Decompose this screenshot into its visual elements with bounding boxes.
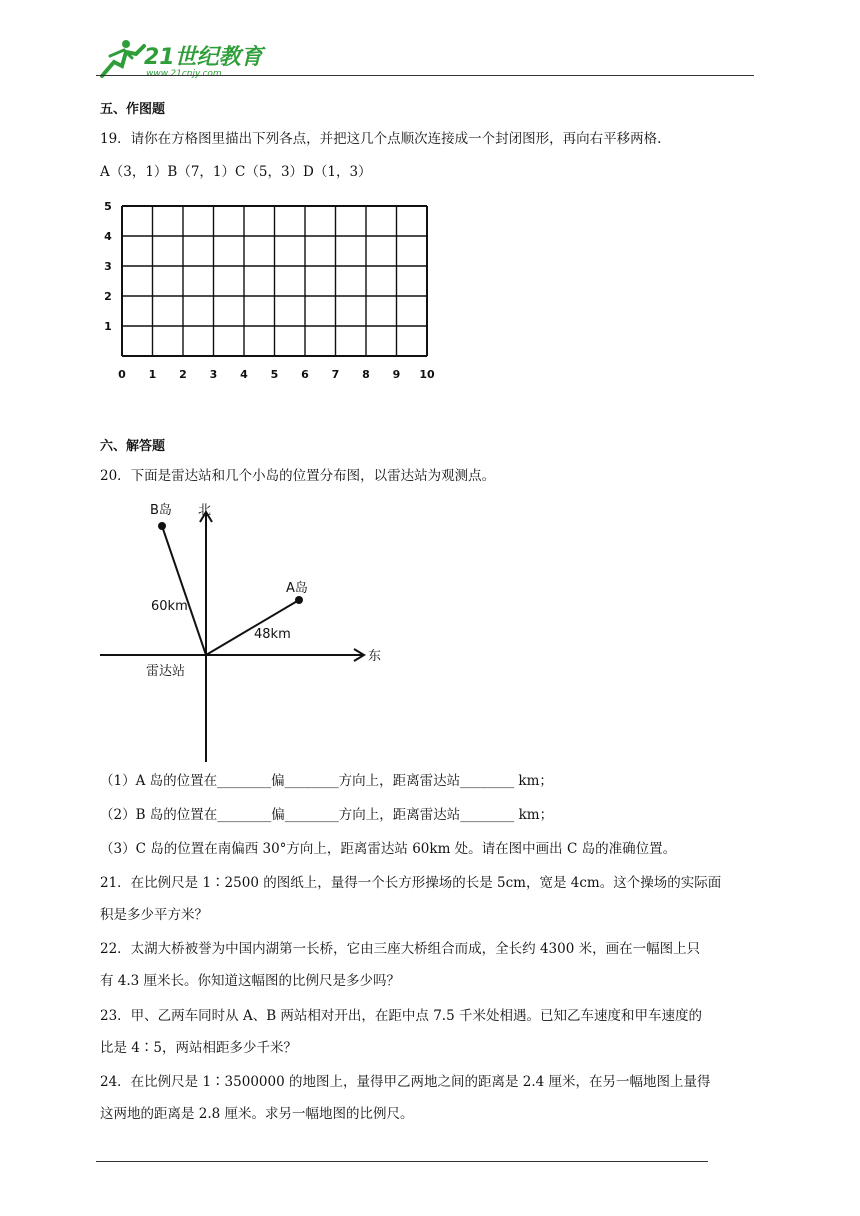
island-b-dot xyxy=(158,522,166,530)
grid-y-tick-label: 3 xyxy=(104,260,112,273)
grid-x-tick-label: 5 xyxy=(270,368,279,381)
east-label: 东 xyxy=(368,649,382,664)
line-to-island-b xyxy=(162,526,206,655)
section-title: 五、作图题 xyxy=(100,102,166,117)
island-a-label: A岛 xyxy=(286,581,308,596)
coordinate-grid xyxy=(96,196,446,386)
grid-y-tick-label: 2 xyxy=(104,290,112,303)
question-19-points: A（3，1）B（7，1）C（5，3）D（1，3） xyxy=(100,164,372,180)
grid-x-tick-label: 1 xyxy=(148,368,157,381)
radar-diagram xyxy=(96,496,396,766)
question-20-sub1: （1）A 岛的位置在________偏________方向上，距离雷达站________ km； xyxy=(100,773,553,789)
question-20-sub3: （3）C 岛的位置在南偏西 30°方向上，距离雷达站 60km 处。请在图中画出 C 岛的准确位置。 xyxy=(100,841,677,857)
radar-station-label: 雷达站 xyxy=(146,664,186,679)
question-23-line2: 比是 4∶5，两站相距多少千米？ xyxy=(100,1040,297,1056)
question-22-line2: 有 4.3 厘米长。你知道这幅图的比例尺是多少吗？ xyxy=(100,973,401,989)
grid-x-tick-label: 4 xyxy=(240,368,248,381)
grid-x-tick-label: 9 xyxy=(392,368,401,381)
north-label: 北 xyxy=(198,503,212,518)
distance-a-label: 48km xyxy=(254,627,291,642)
grid-x-tick-label: 2 xyxy=(179,368,187,381)
grid-y-tick-label: 4 xyxy=(104,230,112,243)
runner-logo-icon xyxy=(102,40,144,76)
grid-x-tick-label: 7 xyxy=(331,368,340,381)
grid-y-tick-label: 5 xyxy=(104,200,112,213)
question-24-line1: 24．在比例尺是 1∶3500000 的地图上，量得甲乙两地之间的距离是 2.4 厘米，在另一幅地图上量得 xyxy=(100,1074,711,1090)
header-rule xyxy=(96,75,754,76)
island-b-label: B岛 xyxy=(150,503,172,518)
island-a-dot xyxy=(295,596,303,604)
logo xyxy=(96,36,266,80)
question-21-line2: 积是多少平方米？ xyxy=(100,907,208,923)
grid-y-tick-label: 1 xyxy=(104,320,112,333)
logo-url: www.21cnjy.com xyxy=(146,69,222,79)
question-21-line1: 21．在比例尺是 1∶2500 的图纸上，量得一个长方形操场的长是 5cm，宽是 4cm。这个操场的实际面 xyxy=(100,875,722,891)
question-19-text: 19．请你在方格图里描出下列各点，并把这几个点顺次连接成一个封闭图形，再向右平移两格. xyxy=(100,131,662,147)
question-23-line1: 23．甲、乙两车同时从 A、B 两站相对开出，在距中点 7.5 千米处相遇。已知乙车速度和甲车速度的 xyxy=(100,1008,702,1024)
question-20-text: 20．下面是雷达站和几个小岛的位置分布图，以雷达站为观测点。 xyxy=(100,468,496,484)
grid-x-tick-label: 10 xyxy=(419,368,435,381)
footer-rule xyxy=(96,1161,708,1162)
grid-x-tick-label: 6 xyxy=(301,368,309,381)
logo-text: 21世纪教育 xyxy=(144,45,263,70)
grid-x-tick-label: 8 xyxy=(362,368,370,381)
question-20-sub2: （2）B 岛的位置在________偏________方向上，距离雷达站________ km； xyxy=(100,807,554,823)
grid-x-tick-label: 0 xyxy=(118,368,126,381)
section-title: 六、解答题 xyxy=(100,439,166,454)
grid-x-tick-label: 3 xyxy=(209,368,218,381)
distance-b-label: 60km xyxy=(151,599,188,614)
question-24-line2: 这两地的距离是 2.8 厘米。求另一幅地图的比例尺。 xyxy=(100,1106,414,1122)
question-22-line1: 22．太湖大桥被誉为中国内湖第一长桥，它由三座大桥组合而成，全长约 4300 米，画在一幅图上只 xyxy=(100,941,701,957)
